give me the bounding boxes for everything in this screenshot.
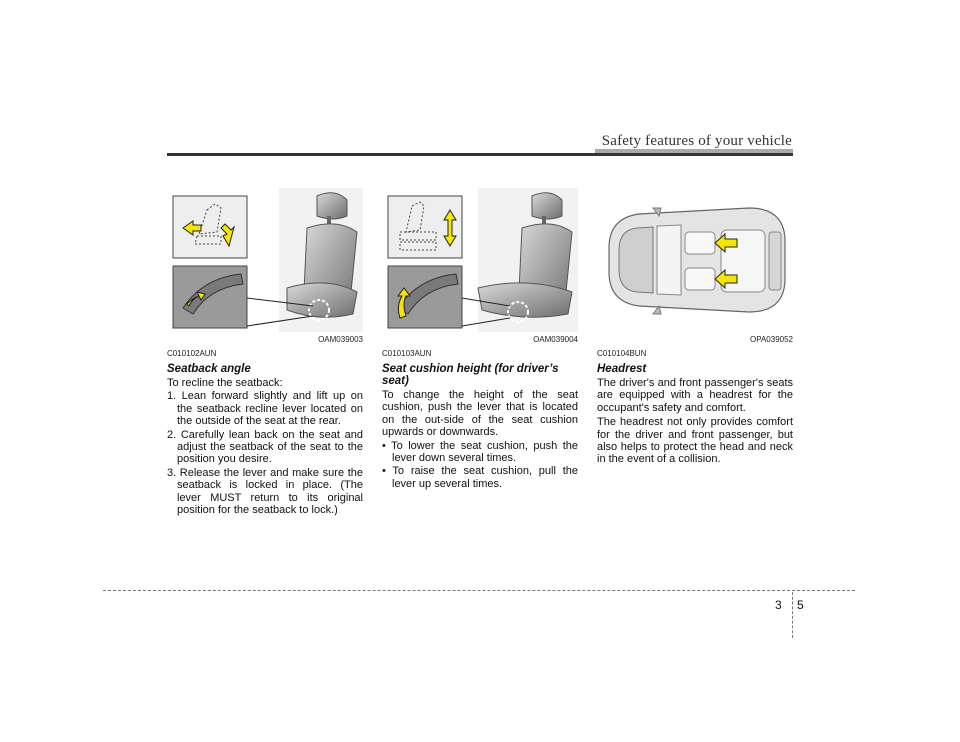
figure-code: OAM039003 [318, 335, 363, 344]
section-intro: To change the height of the seat cushion, push the lever that is located on the out-side of the seat cushion upwards or downwards. [382, 389, 578, 439]
section-title: Headrest [597, 363, 647, 375]
section-title: Seat cushion height (for driver’s seat) [382, 363, 559, 387]
seat-cushion-height-figure [382, 188, 578, 332]
footer-rule [103, 590, 855, 591]
step-item: 3. Release the lever and make sure the seatback is locked in place. (The lever MUST return to its original position for the seatback to lock.) [167, 466, 363, 517]
footer-divider [792, 592, 793, 638]
paragraph: The driver's and front passenger's seats are equipped with a headrest for the occupant's safety and comfort. [597, 377, 793, 414]
step-item: 1. Lean forward slightly and lift up on the seatback recline lever located on the outside of the seat at the rear. [167, 390, 363, 428]
paragraph: The headrest not only provides comfort for the driver and front passenger, but also helps to protect the head and neck in the event of a collision. [597, 416, 793, 466]
page-chapter: 3 [775, 598, 782, 612]
headrest-figure [597, 188, 793, 332]
section-seatback-angle [167, 188, 363, 516]
section-title: Seatback angle [167, 363, 251, 375]
bullet-item: • To lower the seat cushion, push the lever down several times. [382, 439, 578, 465]
steps-list [167, 390, 363, 516]
figure-code: OAM039004 [533, 335, 578, 344]
seatback-angle-figure [167, 188, 363, 332]
page-header-title: Safety features of your vehicle [601, 133, 792, 149]
section-code: C010103AUN [382, 349, 432, 358]
section-seat-cushion-height [382, 188, 578, 490]
header-rule [167, 153, 793, 156]
bullet-list [382, 440, 578, 491]
page-number: 5 [797, 598, 804, 612]
step-item: 2. Carefully lean back on the seat and adjust the seatback of the seat to the position you desire. [167, 428, 363, 466]
section-intro: To recline the seatback: [167, 377, 283, 389]
figure-code: OPA039052 [750, 335, 793, 344]
section-code: C010102AUN [167, 349, 217, 358]
section-headrest [597, 188, 793, 466]
bullet-item: • To raise the seat cushion, pull the lever up several times. [382, 465, 578, 490]
section-code: C010104BUN [597, 349, 647, 358]
